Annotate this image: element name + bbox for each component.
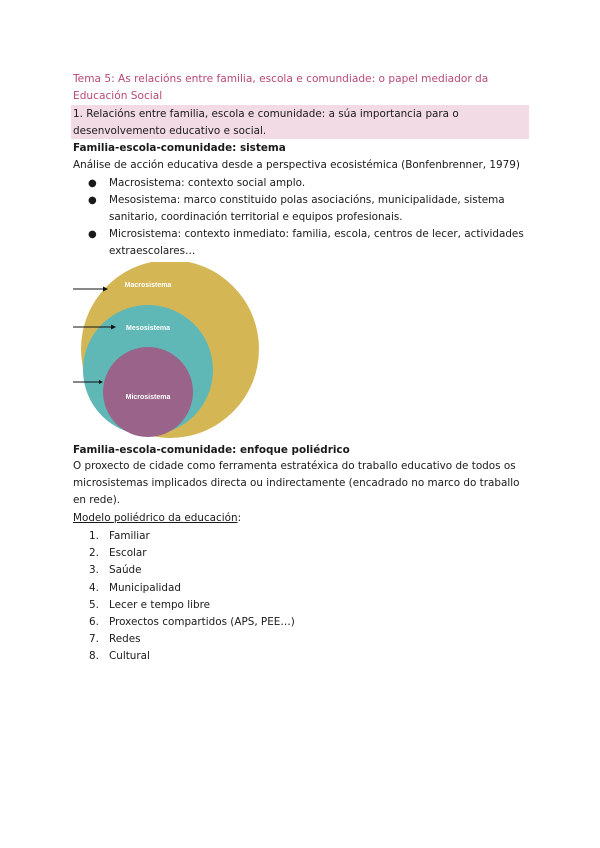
list-item: [73, 597, 295, 614]
macrosystem-label: Macrosistema: [124, 282, 172, 289]
list-number: 3.: [89, 564, 99, 577]
bullet-text: Macrosistema: contexto social amplo.: [109, 177, 306, 189]
list-text: Lecer e tempo libre: [109, 598, 211, 611]
bullet-item: [73, 175, 533, 192]
list-item: [73, 631, 295, 648]
list-number: 5.: [89, 598, 99, 611]
list-text: Cultural: [109, 650, 150, 663]
model-heading: [73, 510, 241, 527]
bullet-icon: ●: [88, 229, 97, 240]
microsystem-circle: [103, 347, 193, 437]
bullet-text: Microsistema: contexto inmediato: familia, escola, centros de lecer, actividades extraescolares…: [109, 228, 524, 257]
list-number: 2.: [89, 547, 99, 560]
model-heading-label: Modelo poliédrico da educación: [73, 512, 238, 524]
section-1-heading: 1. Relacións entre familia, escola e comunidade: a súa importancia para o desenvolvemento educativo e social.: [73, 108, 459, 137]
sistema-heading: Familia-escola-comunidade: sistema: [73, 142, 286, 154]
list-number: 4.: [89, 581, 99, 594]
sistema-intro: Análise de acción educativa desde a perspectiva ecosistémica (Bonfenbrenner, 1979): [73, 159, 520, 171]
list-text: Familiar: [109, 530, 150, 542]
mesosystem-label: Mesosistema: [126, 325, 170, 332]
list-item: [73, 528, 295, 545]
ecosystem-diagram: [73, 262, 333, 442]
microsystem-label: Microsistema: [125, 394, 171, 401]
model-heading-colon: :: [237, 512, 242, 524]
list-item: [73, 648, 295, 665]
list-item: [73, 562, 295, 579]
list-item: [73, 545, 295, 562]
bullet-item: [73, 226, 533, 260]
list-text: Escolar: [109, 547, 147, 560]
bullet-icon: ●: [88, 195, 97, 206]
list-text: Municipalidad: [109, 581, 181, 594]
list-item: [73, 580, 295, 597]
bullet-icon: ●: [88, 178, 97, 189]
list-number: 6.: [89, 616, 99, 629]
document-title: Tema 5: As relacións entre familia, escola e comundiade: o papel mediador da Educación Social: [73, 73, 489, 102]
bullet-item: [73, 192, 533, 226]
list-item: [73, 614, 295, 631]
poliedrico-heading: Familia-escola-comunidade: enfoque poliédrico: [73, 444, 350, 456]
list-text: Redes: [109, 633, 141, 646]
list-number: 1.: [89, 530, 99, 542]
list-text: Proxectos compartidos (APS, PEE…): [109, 616, 295, 629]
poliedrico-paragraph: O proxecto de cidade como ferramenta estratéxica do traballo educativo de todos os microsistemas implicados directa ou indirectamente (encadrado no marco do traballo en rede).: [73, 460, 520, 506]
model-numbered-list: [73, 528, 295, 666]
sistema-bullet-list: [73, 175, 533, 260]
bullet-text: Mesosistema: marco constituido polas asociacións, municipalidade, sistema sanitario, coordinación territorial e equipos profesionais.: [109, 194, 505, 223]
list-text: Saúde: [109, 564, 142, 577]
list-number: 8.: [89, 650, 99, 663]
list-number: 7.: [89, 633, 99, 646]
